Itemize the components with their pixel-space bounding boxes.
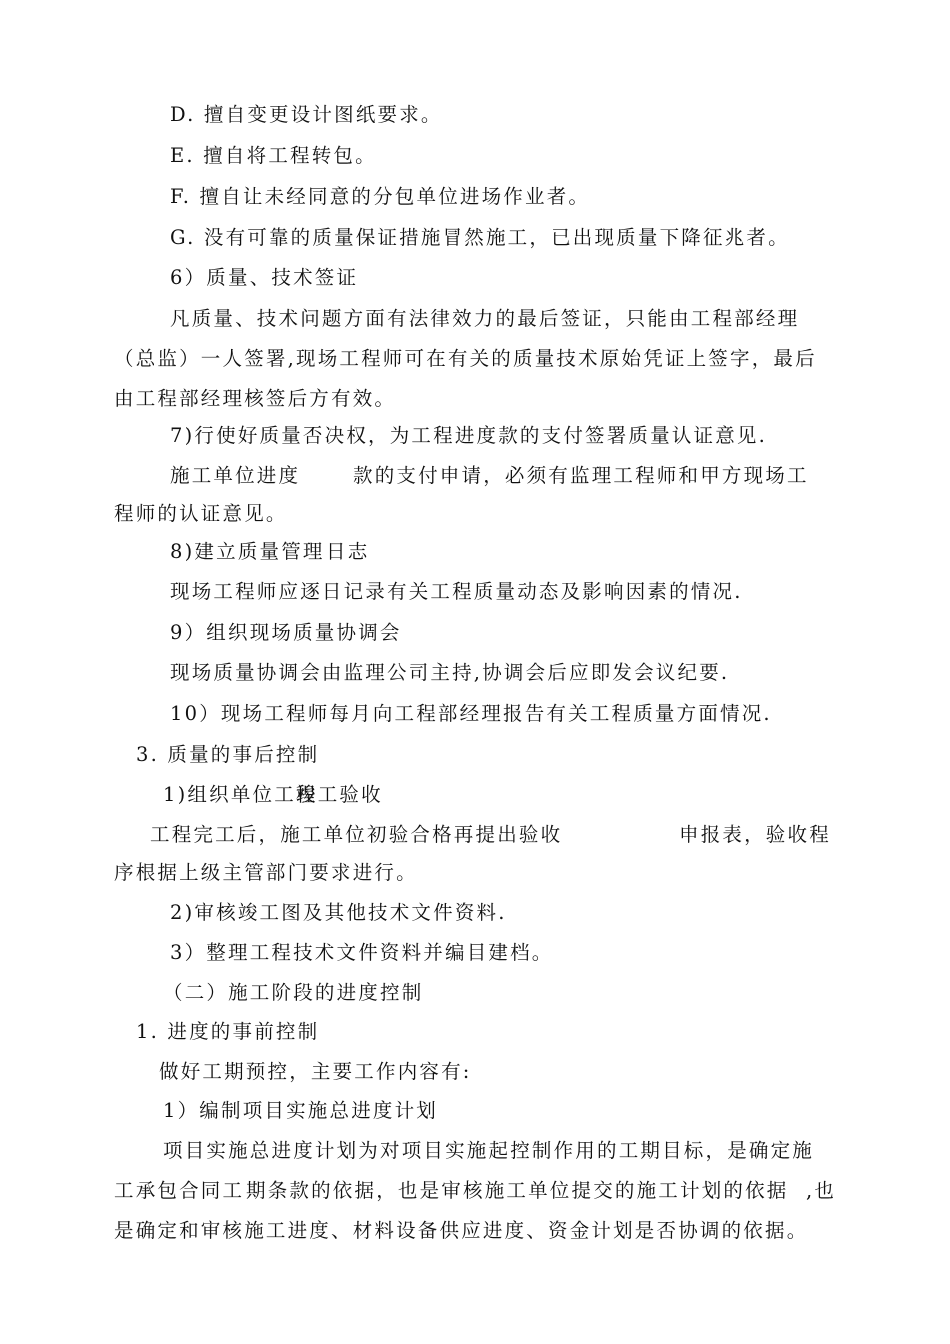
paragraph-line-right: ,也 [806,1179,837,1202]
item-g: G. 没有可靠的质量保证措施冒然施工，已出现质量下降征兆者。 [170,226,790,249]
heading-1-right: 竣工验收 [296,783,383,806]
paragraph-line-middle: 期条款的依据，也是审核施工单位提交的施工计划的依据 [246,1179,789,1202]
paragraph-line-right: 申报表，验收程 [679,823,831,846]
heading-10: 10）现场工程师每月向工程部经理报告有关工程质量方面情况. [170,702,772,725]
section-heading-3: 3. 质量的事后控制 [136,743,320,766]
paragraph-line: 现场质量协调会由监理公司主持,协调会后应即发会议纪要. [170,661,730,684]
paragraph-line: 项目实施总进度计划为对项目实施起控制作用的工期目标，是确定施 [163,1139,815,1162]
heading-1-plan: 1）编制项目实施总进度计划 [163,1099,439,1122]
heading-7: 7)行使好质量否决权，为工程进度款的支付签署质量认证意见. [170,424,768,447]
heading-2: 2)审核竣工图及其他技术文件资料. [170,901,507,924]
heading-3: 3）整理工程技术文件资料并编目建档。 [170,941,554,964]
paragraph-line-right: 款的支付申请，必须有监理工程师和甲方现场工 [353,464,809,487]
paragraph-line-left: 工程完工后，施工单位初验合格再提出验收 [150,823,563,846]
paragraph-line: 做好工期预控，主要工作内容有: [159,1060,472,1083]
heading-6: 6）质量、技术签证 [170,266,359,289]
item-e: E. 擅自将工程转包。 [170,144,377,167]
paragraph-line: （总监）一人签署,现场工程师可在有关的质量技术原始凭证上签字，最后 [114,347,817,370]
item-d: D. 擅自变更设计图纸要求。 [170,103,443,126]
paragraph-line: 程师的认证意见。 [114,502,288,525]
section-heading-two: （二）施工阶段的进度控制 [163,981,424,1004]
heading-8-left: 8)建立质量管理 [170,540,325,563]
paragraph-line: 序根据上级主管部门要求进行。 [114,861,418,884]
paragraph-line: 现场工程师应逐日记录有关工程质量动态及影响因素的情况. [170,580,743,603]
section-heading-1: 1. 进度的事前控制 [136,1020,320,1043]
item-f: F. 擅自让未经同意的分包单位进场作业者。 [170,185,591,208]
paragraph-line: 是确定和审核施工进度、材料设备供应进度、资金计划是否协调的依据。 [114,1219,809,1242]
paragraph-line: 凡质量、技术问题方面有法律效力的最后签证，只能由工程部经理 [170,307,800,330]
heading-8-right: 日志 [326,540,370,563]
paragraph-line: 由工程部经理核签后方有效。 [114,387,397,410]
paragraph-line-left: 施工单位进度 [170,464,301,487]
heading-9: 9）组织现场质量协调会 [170,621,402,644]
heading-1-left: 1)组织单位工程 [163,783,318,806]
paragraph-line-left: 工承包合同工 [114,1179,245,1202]
